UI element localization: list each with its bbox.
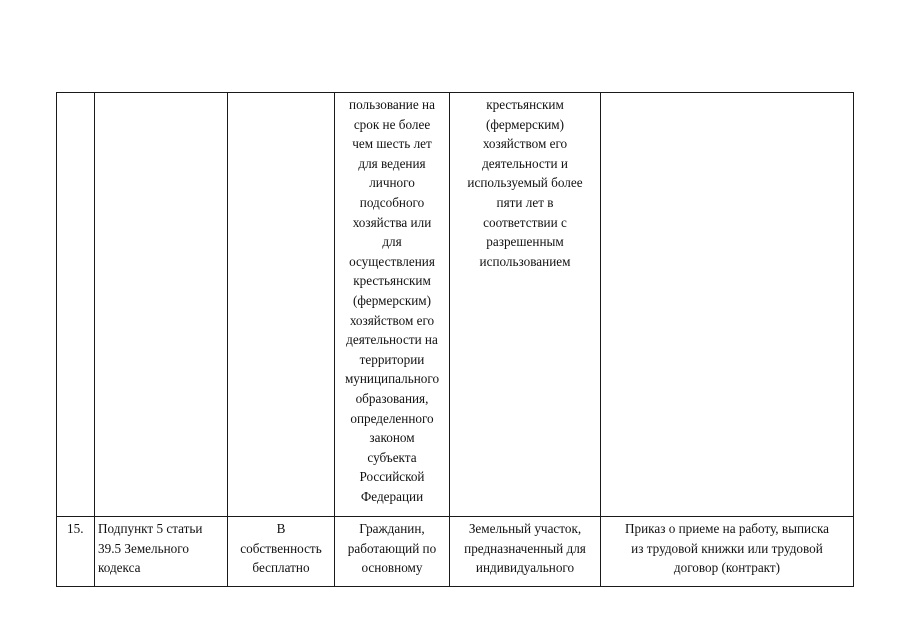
cell-text-line: 39.5 Земельного (98, 540, 189, 556)
cell-text-line: кодекса (98, 560, 141, 576)
cell-text-line: индивидуального (475, 560, 575, 576)
cell-text-line: Подпункт 5 статьи (98, 521, 203, 536)
cell-text-line: собственность (240, 540, 322, 556)
cell-text-line: (фермерским) (485, 116, 565, 132)
cell-text-line: определенного (350, 410, 434, 426)
cell-text-line: хозяйством его (482, 136, 568, 152)
cell-text-line: деятельности на (346, 332, 438, 348)
cell-text-line: предназначенный для (464, 540, 586, 556)
cell-text-line: бесплатно (252, 560, 310, 576)
applicant-cell (335, 93, 450, 517)
cell-text-line: срок не более (353, 116, 431, 132)
cell-text-line: используемый более (467, 175, 583, 191)
legal-basis-cell (95, 517, 228, 587)
cell-text-line: пяти лет в (496, 194, 554, 210)
cell-text-line: крестьянским (353, 273, 431, 289)
cell-text-line: Приказ о приеме на работу, выписка (624, 521, 830, 536)
cell-text-line: разрешенным (486, 234, 564, 250)
cell-text-line: договор (контракт) (673, 560, 781, 576)
cell-text-line: осуществления (349, 253, 435, 269)
cell-text-line: хозяйства или (352, 214, 432, 230)
row-number-cell (57, 93, 95, 517)
cell-text-line: для ведения (358, 155, 426, 171)
cell-text-line: работающий по (347, 540, 437, 556)
cell-text-line: из трудовой книжки или трудовой (631, 540, 823, 556)
provision-type-cell (228, 93, 335, 517)
cell-text-line: крестьянским (486, 97, 564, 112)
cell-text-line: основному (361, 560, 423, 576)
cell-text-line: личного (369, 175, 415, 191)
cell-text-line: Федерации (360, 488, 424, 504)
document-table (56, 92, 854, 587)
cell-text-line: Земельный участок, (468, 521, 582, 536)
land-plot-cell (450, 93, 601, 517)
row-number-cell (57, 517, 95, 587)
cell-text-line: муниципального (344, 371, 440, 387)
cell-text-line: образования, (355, 390, 429, 406)
table-row (57, 93, 854, 517)
land-plot-cell (450, 517, 601, 587)
row-number: 15. (67, 521, 84, 536)
documents-cell (601, 93, 854, 517)
cell-text-line: пользование на (349, 97, 435, 112)
cell-text-line: В (276, 521, 286, 536)
cell-text-line: для (382, 234, 402, 250)
legal-basis-cell (95, 93, 228, 517)
provision-type-cell (228, 517, 335, 587)
cell-text-line: чем шесть лет (352, 136, 432, 152)
table-row (57, 517, 854, 587)
cell-text-line: Российской (359, 469, 425, 485)
cell-text-line: законом (369, 430, 415, 446)
cell-text-line: соответствии с (483, 214, 567, 230)
cell-text-line: Гражданин, (359, 521, 425, 536)
cell-text-line: деятельности и (482, 155, 568, 171)
documents-cell (601, 517, 854, 587)
applicant-cell (335, 517, 450, 587)
cell-text-line: использованием (479, 253, 571, 269)
cell-text-line: хозяйством его (349, 312, 435, 328)
cell-text-line: территории (359, 351, 425, 367)
cell-text-line: подсобного (359, 194, 425, 210)
cell-text-line: (фермерским) (352, 292, 432, 308)
cell-text-line: субъекта (367, 449, 417, 465)
